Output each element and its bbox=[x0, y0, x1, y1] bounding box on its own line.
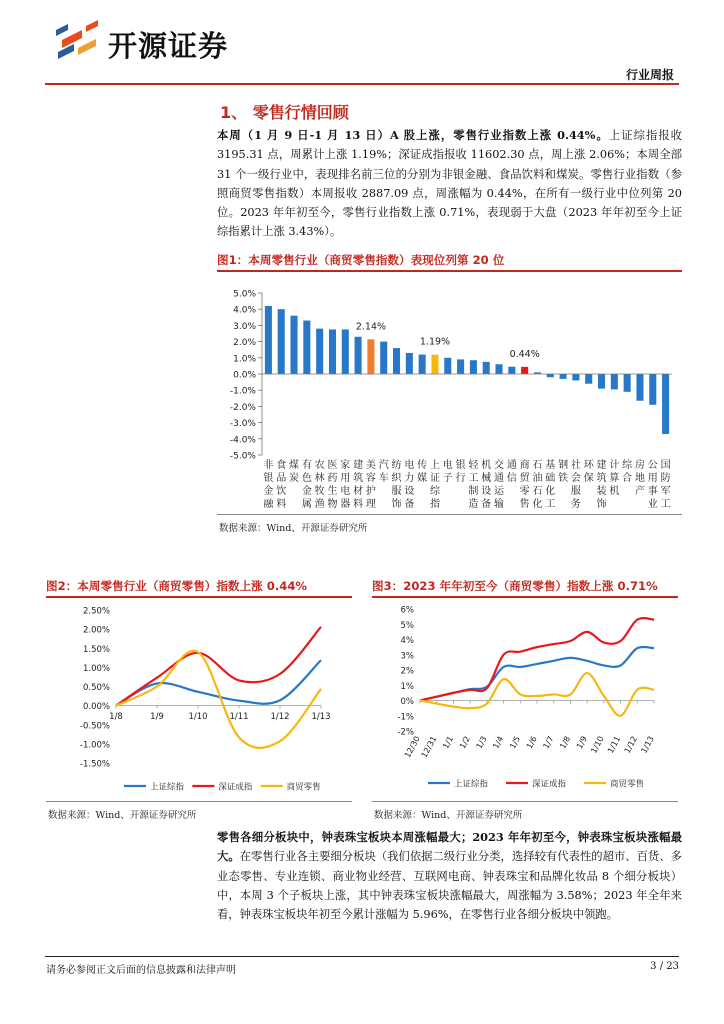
x-category-label: 化 bbox=[532, 499, 543, 510]
x-category-label: 军 bbox=[660, 486, 671, 497]
bar-轻工制造 bbox=[470, 360, 477, 374]
x-category-label: 筑 bbox=[596, 473, 607, 484]
x-category-label: 车 bbox=[378, 473, 389, 484]
x-tick-label: 1/10 bbox=[589, 734, 606, 755]
x-category-label: 用 bbox=[340, 473, 351, 484]
x-category-label: 工 bbox=[660, 499, 671, 510]
x-category-label: 容 bbox=[365, 473, 376, 484]
x-category-label: 算 bbox=[609, 473, 620, 484]
x-category-label: 设 bbox=[404, 486, 415, 497]
figure2-title: 图2：本周零售行业（商贸零售）指数上涨 0.44% bbox=[46, 579, 308, 593]
x-category-label: 上 bbox=[429, 460, 440, 471]
legend-label: 商贸零售 bbox=[610, 779, 645, 790]
x-category-label: 国 bbox=[660, 460, 671, 471]
bar-银行 bbox=[457, 359, 464, 374]
bar-交通运输 bbox=[496, 364, 503, 374]
y-tick-label: 1% bbox=[400, 681, 414, 692]
x-category-label: 证 bbox=[429, 473, 440, 484]
x-category-label: 通 bbox=[506, 460, 517, 471]
x-category-label: 备 bbox=[481, 499, 492, 510]
x-category-label: 器 bbox=[340, 499, 351, 510]
figure2-rule bbox=[46, 596, 352, 598]
y-tick-label: 1.0% bbox=[233, 354, 256, 365]
legend-label: 商贸零售 bbox=[286, 782, 321, 793]
y-tick-label: -1.00% bbox=[79, 740, 110, 751]
x-category-label: 建 bbox=[353, 460, 364, 471]
bar-传媒 bbox=[419, 355, 426, 374]
legend-label: 上证综指 bbox=[150, 782, 185, 793]
y-tick-label: -0.50% bbox=[79, 721, 110, 732]
x-category-label: 售 bbox=[519, 499, 530, 510]
x-category-label: 务 bbox=[570, 499, 581, 510]
x-category-label: 金 bbox=[301, 486, 312, 497]
y-tick-label: 3% bbox=[400, 651, 414, 662]
y-tick-label: 1.00% bbox=[82, 663, 110, 674]
x-category-label: 公 bbox=[647, 460, 658, 471]
section-title: 1、 零售行情回顾 bbox=[220, 103, 349, 122]
x-category-label: 商 bbox=[519, 460, 530, 471]
x-tick-label: 1/11 bbox=[605, 734, 623, 755]
report-type: 行业周报 bbox=[625, 68, 674, 82]
x-category-label: 电 bbox=[442, 460, 453, 471]
legend-label: 深证成指 bbox=[218, 782, 253, 793]
x-category-label: 色 bbox=[301, 473, 312, 484]
y-tick-label: 3.0% bbox=[233, 321, 256, 332]
x-category-label: 渔 bbox=[314, 499, 325, 510]
bar-电子 bbox=[444, 358, 451, 374]
y-tick-label: 0% bbox=[400, 697, 414, 707]
data-label: 2.14% bbox=[355, 321, 386, 333]
bar-汽车 bbox=[380, 342, 387, 374]
x-category-label: 物 bbox=[327, 499, 338, 510]
x-category-label: 铁 bbox=[558, 473, 569, 484]
x-category-label: 电 bbox=[404, 460, 415, 471]
figure1-source: 数据来源：Wind、开源证券研究所 bbox=[219, 523, 368, 534]
y-tick-label: 0.0% bbox=[233, 370, 256, 381]
x-category-label: 交 bbox=[494, 460, 505, 471]
x-category-label: 保 bbox=[583, 473, 594, 484]
x-category-label: 电 bbox=[340, 486, 351, 497]
bar-电力设备 bbox=[406, 353, 413, 374]
x-tick-label: 1/12 bbox=[622, 734, 640, 755]
figure3-rule bbox=[372, 596, 678, 598]
bar-有色金属 bbox=[303, 321, 310, 374]
x-category-label: 业 bbox=[647, 499, 658, 510]
x-category-label: 信 bbox=[506, 473, 517, 484]
x-tick-label: 1/12 bbox=[270, 712, 290, 722]
x-category-label: 房 bbox=[634, 460, 645, 471]
x-category-label: 用 bbox=[647, 473, 658, 484]
x-category-label: 金 bbox=[263, 486, 274, 497]
figure2-source-rule bbox=[46, 801, 352, 802]
series-line-商贸零售 bbox=[420, 673, 654, 716]
bar-钢铁 bbox=[560, 374, 567, 379]
y-tick-label: 2% bbox=[400, 666, 414, 677]
x-category-label: 机 bbox=[609, 486, 620, 497]
x-category-label: 机 bbox=[481, 460, 492, 471]
y-tick-label: 5% bbox=[400, 620, 414, 631]
bar-医药生物 bbox=[329, 329, 336, 374]
x-category-label: 牧 bbox=[314, 486, 325, 497]
x-category-label: 轻 bbox=[468, 460, 479, 471]
bar-建筑装饰 bbox=[598, 374, 605, 389]
legend-label: 上证综指 bbox=[454, 779, 489, 790]
x-category-label: 材 bbox=[353, 486, 364, 497]
x-tick-label: 1/4 bbox=[491, 734, 506, 751]
paragraph-lead: 零售各细分板块中，钟表珠宝板块本周涨幅最大；2023 年年初至今，钟表珠宝板块涨幅最大。 bbox=[217, 830, 682, 864]
x-category-label: 食 bbox=[276, 460, 287, 471]
x-category-label: 传 bbox=[417, 460, 428, 471]
y-tick-label: 0.50% bbox=[82, 683, 110, 693]
bar-机械设备 bbox=[483, 362, 490, 374]
x-category-label: 综 bbox=[622, 460, 633, 471]
bar-计算机 bbox=[611, 374, 618, 389]
x-category-label: 会 bbox=[570, 473, 581, 484]
x-tick-label: 1/3 bbox=[474, 734, 489, 751]
x-category-label: 饰 bbox=[596, 499, 607, 510]
x-category-label: 非 bbox=[263, 460, 274, 471]
figure1-title: 图1：本周零售行业（商贸零售指数）表现位列第 20 位 bbox=[217, 253, 505, 267]
bar-煤炭 bbox=[291, 316, 298, 374]
x-category-label: 美 bbox=[365, 460, 376, 471]
x-category-label: 社 bbox=[570, 460, 581, 471]
x-category-label: 运 bbox=[494, 486, 505, 497]
x-category-label: 家 bbox=[340, 460, 351, 471]
x-category-label: 药 bbox=[327, 473, 338, 484]
y-tick-label: 1.50% bbox=[82, 644, 110, 655]
x-category-label: 林 bbox=[314, 473, 325, 484]
x-category-label: 化 bbox=[545, 486, 556, 497]
y-tick-label: -3.0% bbox=[229, 419, 256, 430]
x-category-label: 服 bbox=[570, 486, 581, 497]
figure1-source-rule bbox=[217, 514, 682, 515]
x-tick-label: 1/13 bbox=[311, 712, 331, 722]
x-category-label: 银 bbox=[263, 473, 274, 484]
x-category-label: 备 bbox=[404, 499, 415, 510]
x-category-label: 防 bbox=[660, 473, 671, 484]
x-category-label: 工 bbox=[468, 473, 479, 484]
bar-国防军工 bbox=[662, 374, 669, 434]
figure2-source: 数据来源：Wind、开源证券研究所 bbox=[48, 810, 197, 821]
brand-mark-icon bbox=[52, 20, 102, 64]
x-category-label: 零 bbox=[519, 486, 530, 497]
brand-name: 开源证券 bbox=[108, 29, 229, 63]
x-category-label: 环 bbox=[583, 460, 594, 471]
bar-家用电器 bbox=[342, 329, 349, 374]
bar-综合 bbox=[624, 374, 631, 392]
y-tick-label: -4.0% bbox=[229, 435, 256, 446]
x-category-label: 媒 bbox=[417, 473, 428, 484]
x-category-label: 综 bbox=[429, 486, 440, 497]
paragraph-subsector-review bbox=[217, 828, 682, 924]
x-category-label: 指 bbox=[429, 499, 440, 510]
industry-bar-chart bbox=[217, 276, 682, 514]
series-line-深证成指 bbox=[420, 618, 654, 700]
y-tick-label: 4% bbox=[400, 636, 414, 646]
ytd-index-line-chart bbox=[372, 600, 678, 800]
x-category-label: 建 bbox=[596, 460, 607, 471]
page-number: 3 / 23 bbox=[650, 961, 679, 972]
paragraph-lead: 本周（1 月 9 日-1 月 13 日）A 股上涨，零售行业指数上涨 0.44%。 bbox=[217, 128, 609, 142]
x-category-label: 石 bbox=[532, 460, 543, 471]
bar-通信 bbox=[508, 367, 515, 374]
bar-社会服务 bbox=[572, 374, 579, 380]
bar-美容护理 bbox=[367, 339, 374, 374]
paragraph-body: 上证综指报收 3195.31 点，周累计上涨 1.19%；深证成指报收 11602.30 点，周上涨 2.06%；本周全部 31 个一级行业中，表现排名前三位的分别为非银金融、食品饮料和煤炭。零售行业指数（参照商贸零售指数）本周报收 2887.09 点，周涨幅为 0.44%，在所有一级行业中位列第 20 位。2023 年年初至今，零售行业指数上涨 0.71%，表现弱于大盘（2023 年年初至今上证综指累计上涨 3.43%）。 bbox=[217, 129, 682, 239]
x-tick-label: 12/31 bbox=[419, 734, 439, 760]
x-category-label: 属 bbox=[301, 499, 312, 510]
brand-logo bbox=[52, 20, 282, 64]
bar-公用事业 bbox=[649, 374, 656, 405]
x-category-label: 事 bbox=[647, 486, 658, 497]
x-tick-label: 1/9 bbox=[574, 734, 589, 751]
x-category-label: 产 bbox=[634, 486, 645, 497]
y-tick-label: -1.50% bbox=[79, 759, 110, 770]
y-tick-label: 2.50% bbox=[82, 606, 110, 617]
x-tick-label: 1/6 bbox=[524, 734, 539, 751]
y-tick-label: 0.00% bbox=[82, 702, 110, 713]
bar-建筑材料 bbox=[355, 337, 362, 374]
paragraph-market-review bbox=[217, 126, 682, 242]
figure3-title: 图3：2023 年年初至今（商贸零售）指数上涨 0.71% bbox=[372, 579, 658, 593]
bar-环保 bbox=[585, 374, 592, 384]
bar-非银金融 bbox=[265, 306, 272, 374]
y-tick-label: -1% bbox=[397, 712, 414, 723]
x-tick-label: 1/5 bbox=[508, 734, 523, 751]
x-category-label: 银 bbox=[455, 460, 466, 471]
x-category-label: 础 bbox=[545, 473, 556, 484]
x-category-label: 饮 bbox=[276, 486, 287, 497]
x-category-label: 计 bbox=[609, 460, 620, 471]
x-category-label: 设 bbox=[481, 486, 492, 497]
x-category-label: 装 bbox=[596, 486, 607, 497]
header-divider bbox=[45, 83, 679, 85]
x-category-label: 农 bbox=[314, 460, 325, 471]
bar-商贸零售 bbox=[521, 367, 528, 374]
bar-上证综指 bbox=[431, 355, 438, 374]
x-tick-label: 1/2 bbox=[457, 734, 472, 751]
x-tick-label: 1/9 bbox=[150, 712, 164, 722]
x-tick-label: 12/30 bbox=[402, 734, 422, 760]
y-tick-label: 6% bbox=[400, 605, 414, 616]
x-category-label: 合 bbox=[622, 473, 633, 484]
x-category-label: 行 bbox=[455, 473, 466, 484]
x-category-label: 煤 bbox=[289, 460, 300, 471]
x-category-label: 子 bbox=[442, 473, 453, 484]
y-tick-label: 5.0% bbox=[233, 289, 256, 300]
x-category-label: 制 bbox=[468, 486, 479, 497]
x-category-label: 护 bbox=[365, 486, 376, 497]
x-category-label: 械 bbox=[481, 473, 492, 484]
x-category-label: 融 bbox=[263, 499, 274, 510]
bar-纺织服饰 bbox=[393, 348, 400, 374]
x-category-label: 炭 bbox=[289, 473, 300, 484]
data-label: 0.44% bbox=[509, 348, 540, 360]
x-category-label: 织 bbox=[391, 473, 402, 484]
x-category-label: 工 bbox=[545, 499, 556, 510]
x-category-label: 造 bbox=[468, 499, 479, 510]
x-category-label: 筑 bbox=[353, 473, 364, 484]
x-tick-label: 1/11 bbox=[229, 712, 249, 722]
x-category-label: 汽 bbox=[378, 460, 389, 471]
x-tick-label: 1/1 bbox=[441, 734, 456, 751]
x-category-label: 输 bbox=[494, 499, 505, 510]
bar-农林牧渔 bbox=[316, 329, 323, 374]
x-category-label: 地 bbox=[634, 473, 645, 484]
x-tick-label: 1/13 bbox=[639, 734, 656, 755]
x-category-label: 理 bbox=[365, 499, 376, 510]
x-category-label: 力 bbox=[404, 473, 415, 484]
x-category-label: 钢 bbox=[558, 460, 569, 471]
x-tick-label: 1/8 bbox=[558, 734, 573, 751]
weekly-index-line-chart bbox=[46, 600, 352, 800]
y-tick-label: -1.0% bbox=[229, 386, 256, 397]
figure3-source-rule bbox=[372, 801, 678, 802]
x-tick-label: 1/10 bbox=[188, 712, 208, 722]
footer-divider bbox=[45, 956, 679, 957]
x-category-label: 料 bbox=[276, 499, 287, 510]
x-category-label: 纺 bbox=[391, 460, 402, 471]
x-category-label: 饰 bbox=[391, 499, 402, 510]
legend-label: 深证成指 bbox=[532, 779, 567, 790]
y-tick-label: -5.0% bbox=[229, 451, 256, 462]
x-category-label: 料 bbox=[353, 499, 364, 510]
y-tick-label: -2% bbox=[397, 727, 414, 738]
x-category-label: 生 bbox=[327, 486, 338, 497]
x-category-label: 贸 bbox=[519, 473, 530, 484]
x-category-label: 医 bbox=[327, 460, 338, 471]
x-category-label: 基 bbox=[545, 460, 556, 471]
figure1-rule bbox=[217, 270, 682, 272]
x-category-label: 有 bbox=[301, 460, 312, 471]
bar-食品饮料 bbox=[278, 309, 285, 374]
paragraph-body: 在零售行业各主要细分板块（我们依据二级行业分类，选择较有代表性的超市、百货、多业态零售、专业连锁、商业物业经营、互联网电商、钟表珠宝和品牌化妆品 8 个细分板块）中，本周 3 个子板块上涨，其中钟表珠宝板块涨幅最大，周涨幅为 3.58%；2023 年全年来看，钟表珠宝板块年初至今累计涨幅为 5.96%，在零售行业各细分板块中领跑。 bbox=[217, 850, 682, 922]
x-category-label: 油 bbox=[532, 473, 543, 484]
disclaimer-note: 请务必参阅正文后面的信息披露和法律声明 bbox=[46, 965, 236, 976]
x-tick-label: 1/8 bbox=[109, 712, 123, 722]
x-category-label: 品 bbox=[276, 473, 287, 484]
y-tick-label: -2.0% bbox=[229, 402, 256, 413]
figure3-source: 数据来源：Wind、开源证券研究所 bbox=[374, 810, 523, 821]
y-tick-label: 2.00% bbox=[82, 625, 110, 636]
y-tick-label: 2.0% bbox=[233, 338, 256, 349]
bar-房地产 bbox=[636, 374, 643, 401]
x-category-label: 服 bbox=[391, 486, 402, 497]
x-tick-label: 1/7 bbox=[541, 734, 556, 751]
x-category-label: 石 bbox=[532, 486, 543, 497]
bar-基础化工 bbox=[547, 374, 554, 377]
x-category-label: 通 bbox=[494, 473, 505, 484]
y-tick-label: 4.0% bbox=[233, 305, 256, 316]
data-label: 1.19% bbox=[419, 336, 451, 348]
